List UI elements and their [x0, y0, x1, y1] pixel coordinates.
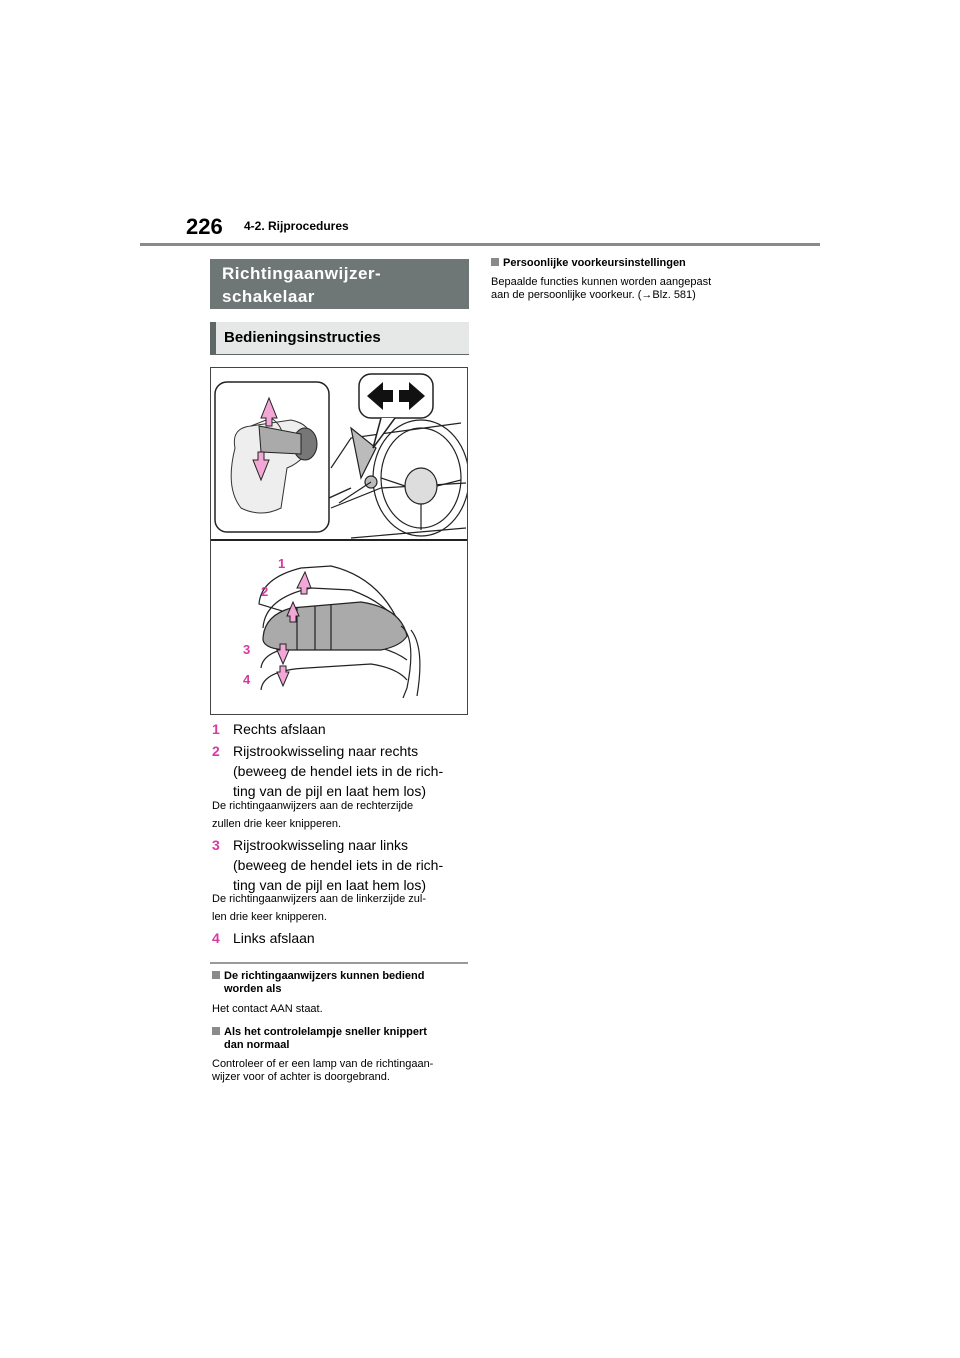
- bullet-section: [212, 970, 474, 1084]
- item-number: 4: [212, 930, 220, 946]
- item-note: [212, 797, 474, 833]
- right-bullet-section: [491, 257, 791, 302]
- item-text: (beweeg de hendel iets in de rich-: [233, 763, 444, 779]
- bullet-body: Het contact AAN staat.: [212, 1003, 323, 1015]
- bullet-body: Controleer of er een lamp van de richtingaan- wijzer voor of achter is doorgebrand.: [212, 1058, 434, 1083]
- section-divider: [210, 962, 468, 964]
- bullet-heading: De richtingaanwijzers kunnen bediend worden als: [212, 970, 474, 996]
- section-label: 4-2. Rijprocedures: [244, 219, 349, 233]
- callout-3: 3: [243, 642, 251, 657]
- page-title: [210, 259, 469, 309]
- turn-signal-illustration: [210, 367, 468, 715]
- title-line-1: Richtingaanwijzer-: [222, 264, 382, 283]
- item-number: 2: [212, 743, 220, 759]
- note-line: De richtingaanwijzers aan de rechterzijde: [212, 800, 414, 812]
- illustration-svg: [211, 368, 468, 715]
- item-text: Links afslaan: [233, 930, 315, 946]
- bullet-body: Bepaalde functies kunnen worden aangepast aan de persoonlijke voorkeur. (→Blz. 581): [491, 276, 712, 301]
- item-text: Rijstrookwisseling naar links: [233, 837, 409, 853]
- list-item: [212, 928, 463, 948]
- direction-arrows-bubble: [359, 374, 433, 448]
- note-line: len drie keer knipperen.: [212, 911, 327, 923]
- page-number: 226: [186, 214, 223, 239]
- item-text: (beweeg de hendel iets in de rich-: [233, 857, 444, 873]
- item-text: ting van de pijl en laat hem los): [233, 783, 426, 799]
- item-text: Rechts afslaan: [233, 721, 326, 737]
- steering-wheel-drawing: [331, 420, 468, 538]
- list-item: [212, 719, 463, 739]
- callout-1: 1: [278, 556, 286, 571]
- callout-2: 2: [261, 584, 269, 599]
- bullet-square-icon: [491, 258, 499, 266]
- item-note: [212, 890, 474, 926]
- hand-operation-inset: [215, 382, 351, 532]
- note-line: zullen drie keer knipperen.: [212, 818, 342, 830]
- note-line: De richtingaanwijzers aan de linkerzijde zul-: [212, 893, 426, 905]
- section-subtitle: Bedieningsinstructies: [210, 322, 469, 355]
- header-divider: [140, 243, 820, 246]
- callout-4: 4: [243, 672, 251, 687]
- bullet-heading: Persoonlijke voorkeursinstellingen: [491, 257, 791, 270]
- item-text: ting van de pijl en laat hem los): [233, 877, 426, 893]
- title-line-2: schakelaar: [222, 287, 315, 306]
- item-text: Rijstrookwisseling naar rechts: [233, 743, 419, 759]
- list-item: [212, 835, 463, 895]
- item-number: 3: [212, 837, 220, 853]
- bullet-square-icon: [212, 971, 220, 979]
- bullet-square-icon: [212, 1027, 220, 1035]
- list-item: [212, 741, 463, 801]
- bullet-heading: Als het controlelampje sneller knippert dan normaal: [212, 1026, 474, 1052]
- item-number: 1: [212, 721, 220, 737]
